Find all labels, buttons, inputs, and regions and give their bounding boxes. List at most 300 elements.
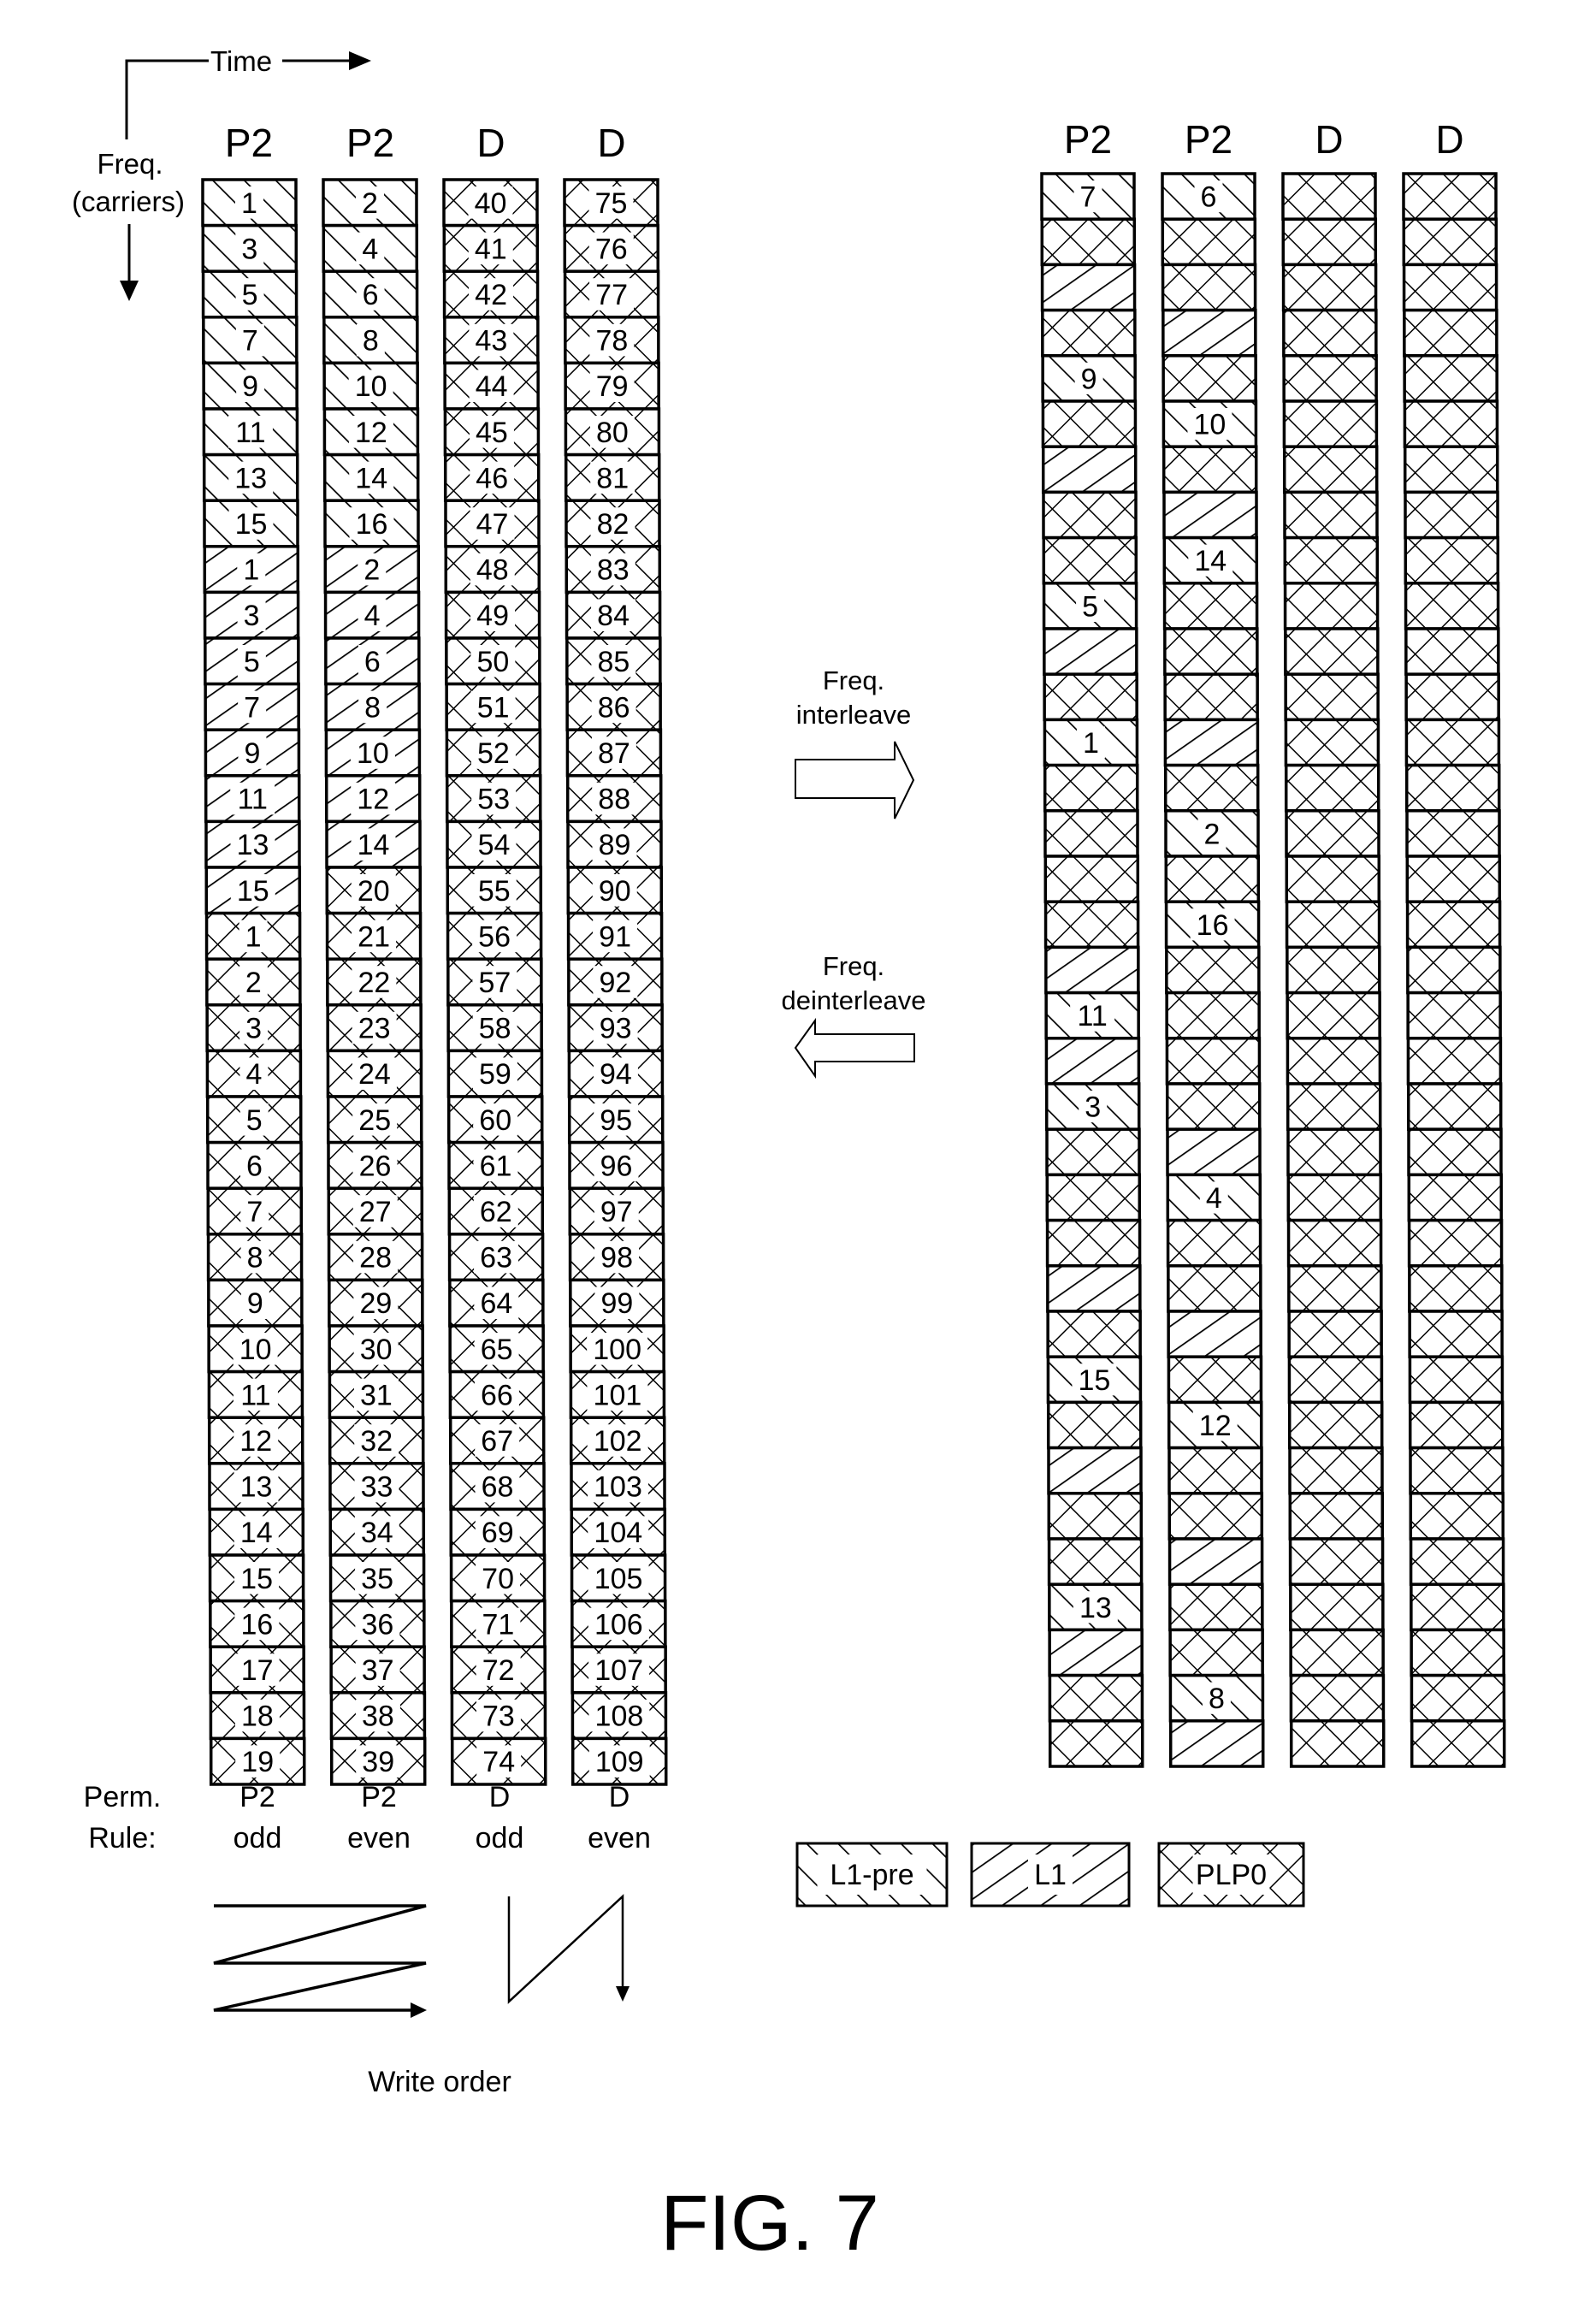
- cell-plp0: [1406, 629, 1498, 674]
- cell-pattern: [1169, 1494, 1262, 1539]
- cell-plp0: [209, 1326, 302, 1372]
- right-header-col3: D: [1315, 117, 1344, 162]
- cell-label: 84: [597, 600, 630, 633]
- right-grid-column-1: [1042, 174, 1143, 1766]
- cell-plp0: [328, 1050, 421, 1097]
- cell-plp0: [1287, 993, 1380, 1038]
- cell-pattern: [1411, 1584, 1504, 1630]
- cell-plp0: [1404, 356, 1497, 401]
- cell-l1: [1046, 1038, 1138, 1084]
- cell-plp0: [1287, 1038, 1380, 1084]
- cell-label: 7: [246, 1196, 263, 1228]
- cell-label: 86: [597, 691, 630, 725]
- cell-pattern: [1162, 219, 1255, 264]
- cell-plp0: [1409, 1174, 1501, 1220]
- cell-plp0: [1048, 1221, 1140, 1266]
- cell-plp0: [567, 638, 660, 684]
- cell-plp0: [1292, 1721, 1384, 1766]
- cell-pattern: [1404, 174, 1496, 219]
- cell-pattern: [1043, 447, 1136, 492]
- cell-pattern: [1291, 1584, 1383, 1630]
- cell-plp0: [328, 1097, 422, 1143]
- cell-plp0: [1289, 1266, 1381, 1311]
- cell-label: 3: [243, 600, 260, 633]
- cell-pattern: [1409, 1084, 1501, 1129]
- cell-plp0: [451, 1464, 544, 1510]
- cell-l1-pre: [203, 180, 296, 226]
- cell-plp0: [1410, 1221, 1502, 1266]
- cell-plp0: [572, 1601, 665, 1647]
- cell-plp0: [450, 1372, 543, 1418]
- cell-label: 72: [482, 1654, 515, 1687]
- cell-plp0: [1289, 1311, 1381, 1357]
- cell-label: 75: [594, 186, 628, 220]
- cell-plp0: [1287, 947, 1380, 992]
- cell-l1: [1170, 1539, 1262, 1584]
- perm-rule-col1-line1: P2: [239, 1781, 275, 1813]
- cell-plp0: [570, 1234, 664, 1281]
- cell-pattern: [1167, 1038, 1259, 1084]
- cell-label: 51: [476, 691, 510, 725]
- cell-pattern: [1289, 1221, 1381, 1266]
- cell-plp0: [1048, 1311, 1140, 1357]
- cell-pattern: [1288, 1084, 1380, 1129]
- right-column-headers: [1064, 117, 1464, 162]
- cell-label: 34: [360, 1517, 393, 1550]
- cell-pattern: [1410, 1311, 1502, 1357]
- cell-label: 65: [480, 1333, 513, 1366]
- cell-pattern: [1049, 1676, 1142, 1721]
- cell-l1-pre: [204, 363, 297, 409]
- cell-label: 101: [593, 1379, 642, 1412]
- cell-label: 55: [477, 874, 511, 908]
- cell-pattern: [1168, 1221, 1261, 1266]
- cell-pattern: [1290, 1494, 1382, 1539]
- cell-l1-pre: [1043, 356, 1135, 401]
- cell-plp0: [329, 1326, 423, 1372]
- cell-plp0: [572, 1647, 665, 1693]
- cell-plp0: [1045, 856, 1138, 902]
- right-grid-column-4: [1404, 174, 1504, 1766]
- cell-l1: [1163, 311, 1256, 356]
- cell-plp0: [328, 959, 421, 1005]
- cell-label: 102: [593, 1425, 642, 1458]
- cell-label: 16: [1196, 908, 1229, 942]
- cell-label: 106: [594, 1608, 643, 1641]
- cell-label: 109: [594, 1746, 644, 1779]
- cell-pattern: [1288, 1129, 1380, 1174]
- cell-plp0: [450, 1280, 543, 1326]
- cell-plp0: [1408, 1038, 1500, 1084]
- cell-plp0: [1408, 947, 1500, 992]
- cell-label: 12: [357, 783, 390, 816]
- cell-plp0: [448, 1005, 541, 1051]
- cell-l1-pre: [1042, 174, 1134, 219]
- cell-label: 35: [361, 1562, 393, 1595]
- left-grid-column-3: [444, 180, 546, 1784]
- cell-plp0: [1286, 766, 1379, 811]
- cell-pattern: [1408, 993, 1500, 1038]
- cell-plp0: [569, 1005, 662, 1051]
- cell-plp0: [330, 1509, 423, 1555]
- cell-plp0: [1045, 766, 1138, 811]
- legend-label: L1: [1034, 1859, 1067, 1891]
- cell-label: 29: [359, 1287, 393, 1321]
- cell-plp0: [1170, 1630, 1262, 1675]
- cell-label: 14: [355, 462, 388, 495]
- cell-label: 94: [600, 1058, 632, 1091]
- cell-plp0: [209, 1234, 302, 1281]
- cell-label: 100: [593, 1333, 642, 1366]
- cell-pattern: [1286, 583, 1378, 629]
- left-grid-column-1: [203, 180, 304, 1784]
- cell-label: 54: [477, 829, 511, 862]
- write-order-diagram: [214, 1896, 630, 2098]
- cell-plp0: [446, 455, 539, 501]
- cell-plp0: [1288, 1174, 1380, 1220]
- deinterleave-arrow-icon: [795, 1020, 914, 1076]
- cell-plp0: [1291, 1539, 1383, 1584]
- right-grid-column-3: [1283, 174, 1384, 1766]
- cell-label: 10: [354, 370, 387, 404]
- cell-pattern: [1049, 1448, 1141, 1494]
- cell-l1-pre: [204, 500, 298, 547]
- cell-label: 103: [594, 1470, 642, 1504]
- cell-plp0: [445, 317, 538, 364]
- cell-plp0: [1407, 811, 1499, 856]
- cell-plp0: [565, 180, 658, 226]
- cell-pattern: [1410, 1402, 1503, 1447]
- cell-plp0: [1404, 311, 1497, 356]
- cell-label: 47: [476, 508, 509, 541]
- cell-plp0: [452, 1647, 545, 1693]
- cell-l1-pre: [323, 226, 417, 272]
- cell-pattern: [1167, 1129, 1260, 1174]
- cell-plp0: [1168, 1221, 1261, 1266]
- cell-l1-pre: [1166, 811, 1258, 856]
- cell-label: 105: [594, 1562, 643, 1595]
- cell-label: 20: [357, 874, 390, 908]
- legend-item-l1: [972, 1843, 1129, 1906]
- perm-rule-col2-line2: even: [347, 1822, 411, 1854]
- cell-l1: [204, 547, 298, 593]
- cell-l1: [1048, 1266, 1140, 1311]
- cell-l1: [206, 776, 299, 822]
- cell-label: 32: [360, 1425, 393, 1458]
- cell-plp0: [450, 1234, 543, 1281]
- cell-plp0: [328, 1188, 422, 1234]
- cell-label: 85: [597, 645, 630, 678]
- cell-plp0: [208, 1097, 301, 1143]
- cell-plp0: [207, 1005, 300, 1051]
- cell-plp0: [446, 592, 540, 638]
- cell-pattern: [1043, 538, 1136, 583]
- cell-plp0: [1044, 674, 1137, 719]
- cell-plp0: [328, 1143, 422, 1189]
- cell-plp0: [329, 1280, 423, 1326]
- cell-plp0: [571, 1417, 665, 1464]
- cell-pattern: [1167, 993, 1259, 1038]
- cell-plp0: [452, 1738, 546, 1784]
- cell-label: 83: [596, 553, 630, 587]
- cell-pattern: [1049, 1630, 1142, 1675]
- cell-label: 43: [475, 324, 508, 358]
- cell-label: 6: [362, 279, 379, 311]
- cell-l1-pre: [1169, 1402, 1262, 1447]
- cell-l1-pre: [325, 500, 418, 547]
- cell-label: 3: [1085, 1091, 1102, 1124]
- cell-l1: [326, 730, 419, 776]
- cell-l1-pre: [324, 363, 417, 409]
- cell-pattern: [1404, 311, 1497, 356]
- column-write-order-icon: [509, 1896, 623, 2002]
- cell-pattern: [1044, 629, 1137, 674]
- cell-label: 104: [594, 1517, 643, 1550]
- cell-label: 18: [241, 1700, 274, 1733]
- cell-label: 59: [479, 1058, 511, 1091]
- cell-pattern: [1046, 902, 1138, 947]
- cell-label: 91: [599, 920, 631, 954]
- cell-label: 56: [478, 920, 511, 954]
- cell-label: 4: [1205, 1182, 1222, 1215]
- cell-label: 33: [360, 1470, 393, 1504]
- cell-plp0: [327, 867, 420, 914]
- cell-label: 97: [600, 1196, 633, 1228]
- cell-pattern: [1284, 264, 1376, 310]
- cell-pattern: [1043, 401, 1135, 447]
- perm-rule-col2-line1: P2: [361, 1781, 397, 1813]
- cell-plp0: [1163, 264, 1256, 310]
- cell-l1-pre: [1162, 174, 1255, 219]
- cell-plp0: [328, 914, 421, 960]
- cell-pattern: [1163, 356, 1256, 401]
- cell-plp0: [1163, 356, 1256, 401]
- cell-plp0: [1409, 1129, 1501, 1174]
- cell-pattern: [1410, 1357, 1502, 1402]
- cell-plp0: [1168, 1357, 1261, 1402]
- cell-plp0: [1283, 174, 1375, 219]
- cell-plp0: [1286, 856, 1379, 902]
- cell-label: 12: [239, 1425, 273, 1458]
- cell-plp0: [452, 1693, 545, 1739]
- cell-plp0: [570, 1097, 663, 1143]
- cell-pattern: [1405, 492, 1498, 537]
- cell-label: 1: [245, 920, 262, 954]
- cell-label: 13: [239, 1470, 273, 1504]
- cell-l1-pre: [1170, 1676, 1262, 1721]
- cell-label: 21: [358, 920, 390, 954]
- legend-item-plp0: [1159, 1843, 1303, 1906]
- cell-plp0: [1404, 219, 1496, 264]
- left-grid: [203, 180, 666, 1784]
- cell-plp0: [1285, 492, 1377, 537]
- cell-label: 2: [245, 967, 262, 999]
- cell-pattern: [1406, 583, 1498, 629]
- cell-plp0: [1170, 1584, 1262, 1630]
- cell-pattern: [1047, 1174, 1139, 1220]
- cell-plp0: [1406, 583, 1498, 629]
- cell-plp0: [1049, 1494, 1141, 1539]
- cell-pattern: [1165, 629, 1257, 674]
- cell-pattern: [1404, 356, 1497, 401]
- cell-label: 36: [361, 1608, 394, 1641]
- time-arrowhead-icon: [349, 51, 371, 70]
- cell-label: 71: [482, 1608, 515, 1641]
- cell-plp0: [1167, 993, 1259, 1038]
- cell-label: 6: [364, 645, 381, 678]
- cell-plp0: [572, 1693, 665, 1739]
- cell-plp0: [449, 1143, 542, 1189]
- cell-plp0: [1167, 1084, 1260, 1129]
- cell-pattern: [1285, 492, 1377, 537]
- cell-plp0: [1412, 1721, 1504, 1766]
- cell-label: 15: [234, 508, 268, 541]
- cell-label: 42: [475, 279, 507, 311]
- cell-pattern: [1044, 674, 1137, 719]
- cell-pattern: [1291, 1630, 1383, 1675]
- cell-plp0: [572, 1555, 665, 1601]
- cell-l1-pre: [323, 180, 417, 226]
- cell-plp0: [330, 1417, 423, 1464]
- cell-pattern: [1163, 311, 1256, 356]
- cell-label: 70: [482, 1562, 514, 1595]
- cell-pattern: [1283, 174, 1375, 219]
- cell-plp0: [1290, 1494, 1382, 1539]
- right-header-col2: P2: [1184, 117, 1233, 162]
- perm-rule-label-line1: Perm.: [83, 1781, 162, 1813]
- cell-plp0: [1285, 538, 1377, 583]
- cell-label: 13: [1079, 1591, 1112, 1624]
- cell-pattern: [1409, 1129, 1501, 1174]
- cell-label: 9: [242, 370, 259, 404]
- cell-label: 80: [596, 416, 629, 449]
- cell-plp0: [1406, 719, 1498, 765]
- cell-label: 88: [598, 783, 631, 816]
- cell-label: 10: [239, 1333, 272, 1366]
- cell-plp0: [1169, 1448, 1262, 1494]
- cell-label: 98: [600, 1241, 633, 1275]
- cell-label: 5: [1082, 590, 1099, 624]
- cell-label: 46: [476, 462, 509, 495]
- cell-label: 31: [360, 1379, 393, 1412]
- cell-plp0: [1290, 1448, 1382, 1494]
- cell-label: 27: [358, 1196, 392, 1228]
- deinterleave-label-line2: deinterleave: [781, 985, 926, 1015]
- cell-plp0: [1291, 1584, 1383, 1630]
- cell-plp0: [210, 1509, 303, 1555]
- cell-pattern: [1408, 947, 1500, 992]
- cell-plp0: [567, 730, 660, 776]
- cell-plp0: [1047, 1129, 1139, 1174]
- legend-item-l1-pre: [797, 1843, 947, 1906]
- cell-plp0: [568, 821, 661, 867]
- cell-label: 92: [599, 967, 632, 999]
- cell-label: 11: [235, 416, 266, 449]
- cell-plp0: [209, 1372, 302, 1418]
- cell-label: 96: [600, 1150, 633, 1183]
- cell-label: 7: [244, 691, 261, 725]
- cell-plp0: [331, 1555, 424, 1601]
- cell-l1: [206, 867, 299, 914]
- cell-pattern: [1042, 219, 1134, 264]
- cell-l1-pre: [1048, 1357, 1140, 1402]
- perm-rule-col4-line2: even: [588, 1822, 651, 1854]
- cell-plp0: [1043, 492, 1136, 537]
- cell-label: 67: [481, 1425, 514, 1458]
- cell-plp0: [452, 1601, 545, 1647]
- cell-label: 13: [236, 829, 269, 862]
- cell-plp0: [449, 1097, 542, 1143]
- cell-pattern: [1404, 401, 1497, 447]
- cell-l1: [1049, 1630, 1142, 1675]
- cell-label: 10: [357, 737, 389, 770]
- cell-l1-pre: [1163, 401, 1256, 447]
- cell-l1-pre: [1044, 719, 1137, 765]
- cell-l1: [1049, 1448, 1141, 1494]
- cell-l1-pre: [1167, 1174, 1260, 1220]
- cell-label: 60: [479, 1103, 512, 1137]
- legend-label: L1-pre: [830, 1859, 914, 1891]
- cell-plp0: [1050, 1721, 1143, 1766]
- cell-label: 7: [1079, 180, 1097, 214]
- deinterleave-label-line1: Freq.: [822, 951, 885, 981]
- cell-l1: [326, 592, 419, 638]
- cell-pattern: [1045, 766, 1138, 811]
- cell-plp0: [570, 1280, 664, 1326]
- cell-pattern: [1167, 947, 1259, 992]
- cell-plp0: [445, 271, 538, 317]
- cell-label: 3: [245, 1012, 263, 1045]
- cell-plp0: [445, 363, 538, 409]
- cell-pattern: [1046, 1038, 1138, 1084]
- cell-pattern: [1410, 1221, 1502, 1266]
- cell-plp0: [1405, 538, 1498, 583]
- cell-label: 8: [246, 1241, 263, 1275]
- left-column-headers: [225, 121, 626, 165]
- cell-l1: [205, 638, 299, 684]
- legend-label: PLP0: [1195, 1859, 1268, 1891]
- cell-plp0: [210, 1555, 304, 1601]
- cell-plp0: [1284, 311, 1376, 356]
- cell-pattern: [1043, 311, 1135, 356]
- cell-plp0: [1285, 447, 1377, 492]
- cell-label: 37: [361, 1654, 394, 1687]
- interleave-label-line2: interleave: [795, 700, 912, 730]
- cell-label: 50: [476, 645, 510, 678]
- cell-plp0: [570, 1372, 664, 1418]
- cell-l1-pre: [325, 455, 418, 501]
- cell-pattern: [1284, 311, 1376, 356]
- cell-l1-pre: [1046, 993, 1138, 1038]
- cell-plp0: [1404, 264, 1497, 310]
- cell-l1: [205, 684, 299, 731]
- cell-plp0: [1168, 1266, 1261, 1311]
- cell-label: 5: [241, 279, 258, 311]
- cell-label: 48: [476, 553, 509, 587]
- perm-rule-label-line2: Rule:: [88, 1822, 157, 1854]
- cell-label: 58: [478, 1012, 511, 1045]
- cell-pattern: [1289, 1357, 1381, 1402]
- cell-label: 66: [481, 1379, 513, 1412]
- cell-pattern: [1167, 1084, 1260, 1129]
- cell-label: 2: [362, 186, 378, 220]
- cell-plp0: [1286, 674, 1378, 719]
- cell-label: 1: [241, 186, 257, 220]
- right-header-col1: P2: [1063, 117, 1113, 162]
- cell-plp0: [1407, 856, 1499, 902]
- cell-plp0: [1410, 1448, 1503, 1494]
- cell-plp0: [1284, 356, 1376, 401]
